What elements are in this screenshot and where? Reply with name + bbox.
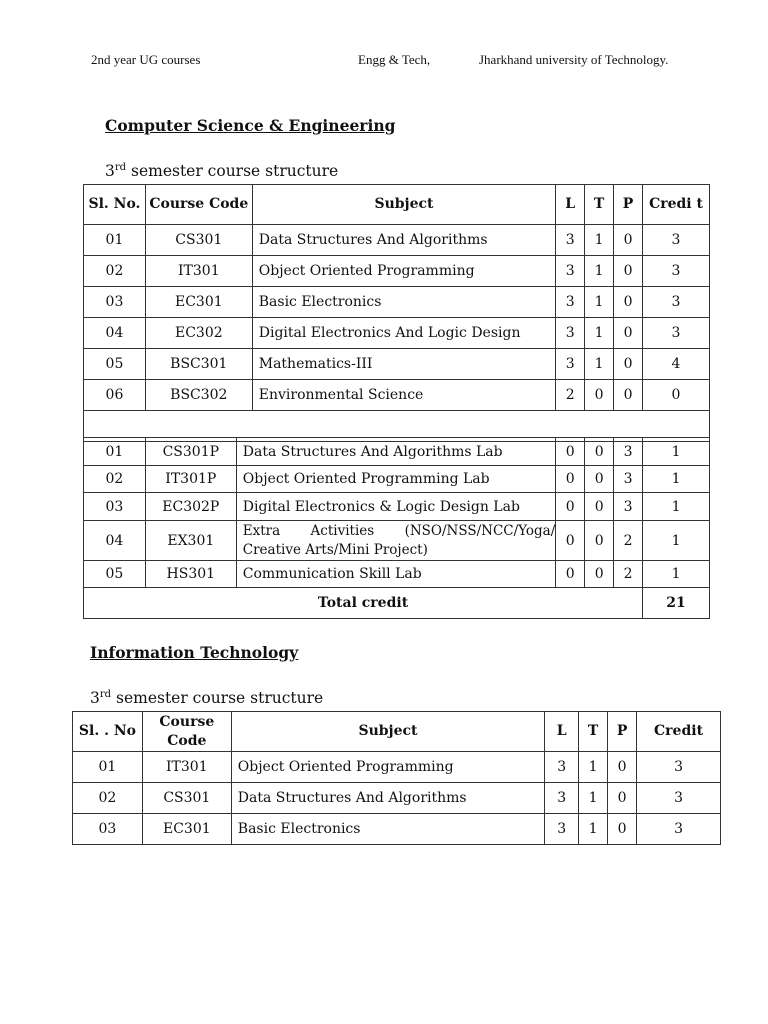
it-header-l: L [545, 712, 579, 752]
cell-l: 2 [556, 380, 585, 411]
cell-credit: 3 [637, 783, 721, 814]
it-section-title: Information Technology [90, 643, 299, 662]
cse-course-table [83, 184, 710, 442]
cell-p: 0 [614, 349, 643, 380]
it-semester-number: 3 [90, 689, 100, 708]
cell-credit: 3 [643, 225, 710, 256]
cell-sl: 02 [73, 783, 143, 814]
cell-l: 3 [556, 256, 585, 287]
cell-t: 0 [585, 438, 614, 466]
cell-code: IT301P [145, 466, 236, 493]
cell-credit: 3 [637, 814, 721, 845]
cse-header-credit: Credi t [643, 185, 710, 225]
cell-subject: Environmental Science [252, 380, 555, 411]
cell-subject: Digital Electronics & Logic Design Lab [236, 493, 556, 521]
cell-sl: 03 [84, 493, 146, 521]
cell-code: CS301 [145, 225, 252, 256]
cell-subject: Data Structures And Algorithms [231, 783, 544, 814]
cell-code: EC301 [145, 287, 252, 318]
it-header-subject: Subject [231, 712, 544, 752]
total-credit-label: Total credit [84, 588, 643, 619]
cell-l: 3 [556, 318, 585, 349]
table-row [84, 225, 710, 256]
cell-l: 3 [556, 349, 585, 380]
cell-subject: Communication Skill Lab [236, 561, 556, 588]
cse-header-p: P [614, 185, 643, 225]
cell-code: EC302 [145, 318, 252, 349]
cell-l: 0 [556, 561, 585, 588]
cell-credit: 3 [643, 318, 710, 349]
cell-sl: 05 [84, 349, 146, 380]
cell-l: 0 [556, 521, 585, 561]
cell-sl: 05 [84, 561, 146, 588]
cell-p: 2 [614, 561, 643, 588]
cell-t: 1 [585, 256, 614, 287]
cell-code: IT301 [142, 752, 231, 783]
cell-t: 0 [585, 521, 614, 561]
it-header-t: T [579, 712, 608, 752]
it-header-code: Course Code [142, 712, 231, 752]
cell-sl: 01 [73, 752, 143, 783]
cell-p: 0 [608, 752, 637, 783]
cell-credit: 1 [643, 561, 710, 588]
cell-t: 1 [585, 287, 614, 318]
total-credit-value: 21 [643, 588, 710, 619]
cell-p: 3 [614, 493, 643, 521]
cell-p: 3 [614, 438, 643, 466]
cell-code: BSC301 [145, 349, 252, 380]
cell-subject: Data Structures And Algorithms Lab [236, 438, 556, 466]
table-row [84, 318, 710, 349]
cell-code: CS301 [142, 783, 231, 814]
cell-t: 0 [585, 561, 614, 588]
cell-l: 3 [556, 287, 585, 318]
it-semester-heading [90, 689, 323, 707]
table-row [73, 752, 721, 783]
cse-header-l: L [556, 185, 585, 225]
cell-p: 0 [614, 318, 643, 349]
it-semester-suffix: rd [99, 689, 112, 700]
cell-subject: Digital Electronics And Logic Design [252, 318, 555, 349]
cell-l: 3 [556, 225, 585, 256]
cell-code: EC302P [145, 493, 236, 521]
cell-p: 0 [614, 225, 643, 256]
cell-p: 0 [614, 380, 643, 411]
it-semester-text: semester course structure [111, 689, 324, 708]
cse-semester-number: 3 [105, 162, 115, 181]
cse-semester-suffix: rd [114, 162, 127, 173]
cell-sl: 01 [84, 438, 146, 466]
table-row [73, 814, 721, 845]
header-left: 2nd year UG courses [91, 52, 201, 67]
it-header-sl: Sl. . No [73, 712, 143, 752]
cse-header-code: Course Code [145, 185, 252, 225]
cell-l: 3 [545, 814, 579, 845]
cell-credit: 3 [637, 752, 721, 783]
cell-subject: Data Structures And Algorithms [252, 225, 555, 256]
table-row [84, 256, 710, 287]
cell-p: 0 [614, 256, 643, 287]
cell-p: 0 [608, 783, 637, 814]
cell-t: 1 [579, 783, 608, 814]
cell-code: BSC302 [145, 380, 252, 411]
cell-credit: 3 [643, 256, 710, 287]
cell-p: 2 [614, 521, 643, 561]
cell-subject: Basic Electronics [252, 287, 555, 318]
cell-sl: 04 [84, 318, 146, 349]
table-row [84, 521, 710, 561]
cell-credit: 1 [643, 438, 710, 466]
cell-t: 1 [579, 752, 608, 783]
cell-subject: Mathematics-III [252, 349, 555, 380]
cell-credit: 3 [643, 287, 710, 318]
cse-lab-table [83, 437, 710, 619]
table-row [84, 493, 710, 521]
table-row [84, 438, 710, 466]
cell-credit: 1 [643, 466, 710, 493]
table-row [84, 287, 710, 318]
cell-code: EX301 [145, 521, 236, 561]
it-header-credit: Credit [637, 712, 721, 752]
cell-t: 1 [579, 814, 608, 845]
cell-sl: 02 [84, 256, 146, 287]
cell-l: 3 [545, 783, 579, 814]
cse-header-subject: Subject [252, 185, 555, 225]
total-row [84, 588, 710, 619]
cell-credit: 1 [643, 521, 710, 561]
cell-t: 0 [585, 380, 614, 411]
cell-subject: Object Oriented Programming [231, 752, 544, 783]
it-header-p: P [608, 712, 637, 752]
cse-header-t: T [585, 185, 614, 225]
cell-l: 0 [556, 438, 585, 466]
table-row [84, 349, 710, 380]
cell-p: 0 [608, 814, 637, 845]
cse-semester-text: semester course structure [126, 162, 339, 181]
header-middle: Engg & Tech, [358, 52, 431, 67]
cse-header-sl: Sl. No. [84, 185, 146, 225]
cell-l: 0 [556, 466, 585, 493]
cell-code: EC301 [142, 814, 231, 845]
cell-sl: 01 [84, 225, 146, 256]
table-row [84, 380, 710, 411]
cell-code: CS301P [145, 438, 236, 466]
cell-credit: 1 [643, 493, 710, 521]
cell-code: IT301 [145, 256, 252, 287]
cell-p: 3 [614, 466, 643, 493]
cell-t: 0 [585, 466, 614, 493]
cell-subject: Object Oriented Programming [252, 256, 555, 287]
table-row [84, 561, 710, 588]
cell-sl: 04 [84, 521, 146, 561]
table-row [84, 466, 710, 493]
cell-credit: 4 [643, 349, 710, 380]
cell-t: 1 [585, 318, 614, 349]
cell-sl: 03 [73, 814, 143, 845]
cell-subject: Object Oriented Programming Lab [236, 466, 556, 493]
cell-sl: 02 [84, 466, 146, 493]
cell-l: 3 [545, 752, 579, 783]
cell-l: 0 [556, 493, 585, 521]
cse-section-title: Computer Science & Engineering [105, 116, 396, 135]
cell-subject: Extra Activities (NSO/NSS/NCC/Yoga/ Creative Arts/Mini Project) [236, 521, 556, 561]
cell-credit: 0 [643, 380, 710, 411]
it-course-table [72, 711, 721, 845]
header-right: Jharkhand university of Technology. [479, 52, 669, 67]
cell-sl: 06 [84, 380, 146, 411]
cell-t: 1 [585, 225, 614, 256]
cse-semester-heading [105, 162, 338, 180]
cell-p: 0 [614, 287, 643, 318]
cell-sl: 03 [84, 287, 146, 318]
cell-subject: Basic Electronics [231, 814, 544, 845]
cell-t: 0 [585, 493, 614, 521]
cell-code: HS301 [145, 561, 236, 588]
table-row [73, 783, 721, 814]
cell-t: 1 [585, 349, 614, 380]
